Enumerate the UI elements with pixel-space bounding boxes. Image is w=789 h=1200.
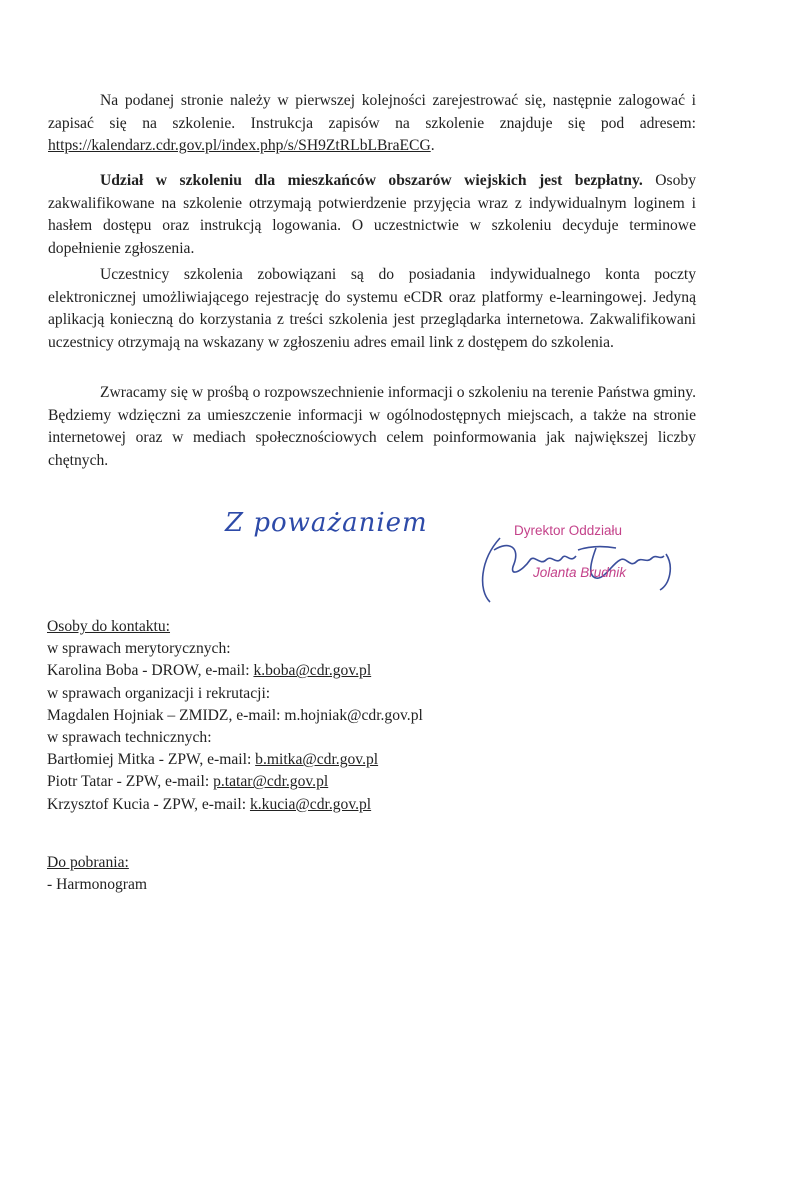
contact-email-link[interactable]: k.boba@cdr.gov.pl	[253, 662, 372, 680]
downloads-heading: Do pobrania:	[47, 854, 129, 871]
stamp-title: Dyrektor Oddziału	[514, 523, 623, 538]
paragraph-requirements	[48, 264, 696, 354]
contact-email-link[interactable]: k.kucia@cdr.gov.pl	[249, 795, 372, 813]
free-participation-text: Osoby zakwalifikowane na szkolenie otrzymają potwierdzenie przyjęcia wraz z indywidualnym loginem i hasłem dostępu oraz instrukcją logowania. O uczestnictwie w szkoleniu decyduje terminowe dopełnienie zgłoszenia.	[48, 172, 696, 257]
registration-instruction-link[interactable]: https://kalendarz.cdr.gov.pl/index.php/s/SH9ZtRLbLBraECG	[48, 137, 431, 155]
contact-row	[47, 794, 687, 816]
registration-text: Na podanej stronie należy w pierwszej kolejności zarejestrować się, następnie zalogować i zapisać się na szkolenie. Instrukcja zapisów na szkolenie znajduje się pod adresem:	[48, 92, 696, 132]
contact-name: Karolina Boba - DROW, e-mail:	[47, 662, 254, 680]
contact-row	[47, 771, 687, 793]
contact-row	[47, 705, 687, 727]
download-item-harmonogram[interactable]: - Harmonogram	[47, 876, 148, 894]
contact-name: Piotr Tatar - ZPW, e-mail:	[47, 773, 214, 791]
free-participation-bold: Udział w szkoleniu dla mieszkańców obszarów wiejskich jest bezpłatny.	[100, 172, 643, 189]
contact-name: Magdalen Hojniak – ZMIDZ, e-mail:	[47, 706, 285, 724]
contact-group-label: w sprawach technicznych:	[47, 729, 212, 747]
paragraph-free-participation	[48, 170, 696, 260]
contact-row	[47, 749, 687, 771]
contact-row	[47, 660, 687, 682]
paragraph-registration	[48, 90, 696, 158]
registration-text-end: .	[430, 137, 435, 155]
contacts-heading: Osoby do kontaktu:	[47, 618, 171, 635]
contact-email-link[interactable]: p.tatar@cdr.gov.pl	[213, 773, 329, 791]
contact-group-label: w sprawach merytorycznych:	[47, 640, 231, 658]
paragraph-dissemination	[48, 382, 696, 472]
downloads-section	[47, 852, 447, 896]
contact-email-link[interactable]: b.mitka@cdr.gov.pl	[255, 751, 379, 769]
stamp-name: Jolanta Brudnik	[533, 565, 627, 580]
contact-group-label: w sprawach organizacji i rekrutacji:	[47, 684, 271, 702]
contact-name: Bartłomiej Mitka - ZPW, e-mail:	[47, 751, 256, 769]
contacts-section	[47, 616, 687, 816]
dissemination-text: Zwracamy się w prośbą o rozpowszechnienie informacji o szkoleniu na terenie Państwa gminy. Będziemy wdzięczni za umieszczenie informacji w ogólnodostępnych miejscach, a także na stronie internetowej oraz w mediach społecznościowych celem poinformowania jak największej liczby chętnych.	[48, 384, 696, 469]
closing-handwritten: Z poważaniem	[225, 508, 428, 538]
contact-name: Krzysztof Kucia - ZPW, e-mail:	[47, 795, 250, 813]
requirements-text: Uczestnicy szkolenia zobowiązani są do posiadania indywidualnego konta poczty elektronicznej umożliwiającego rejestrację do systemu eCDR oraz platformy e-learningowej. Jedyną aplikacją konieczną do korzystania z treści szkolenia jest przeglądarka internetowa. Zakwalifikowani uczestnicy otrzymają na wskazany w zgłoszeniu adres email link z dostępem do szkolenia.	[48, 266, 696, 351]
contact-email: m.hojniak@cdr.gov.pl	[284, 706, 423, 724]
